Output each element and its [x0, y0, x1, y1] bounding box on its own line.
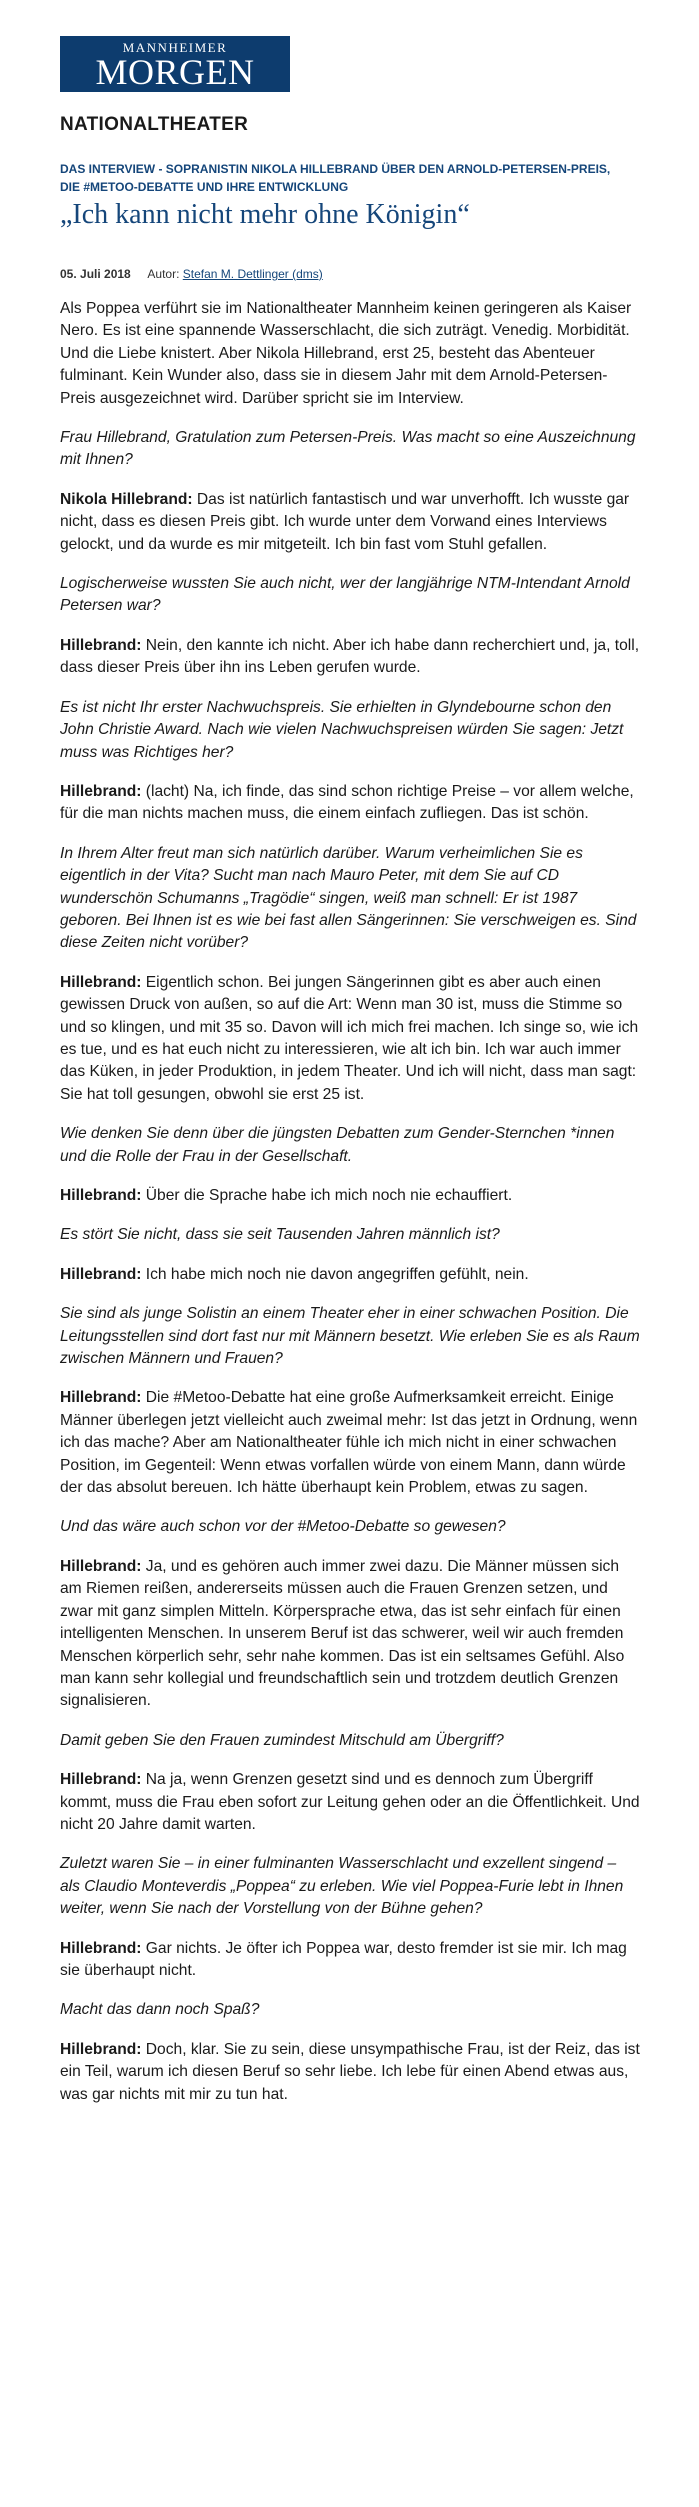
answer-text: Gar nichts. Je öfter ich Poppea war, desto fremder ist sie mir. Ich mag sie überhaupt nicht. — [60, 1939, 627, 1979]
interview-question: Logischerweise wussten Sie auch nicht, wer der langjährige NTM-Intendant Arnold Petersen war? — [60, 575, 630, 615]
interview-question: Zuletzt waren Sie – in einer fulminanten Wasserschlacht und exzellent singend – als Claudio Monteverdis „Poppea“ zu erleben. Wie viel Poppea-Furie lebt in Ihnen weiter, wenn Sie nach der Vorstellung von der Bühne gehen? — [60, 1855, 624, 1918]
author-link[interactable]: Stefan M. Dettlinger (dms) — [182, 267, 323, 281]
brand-logo[interactable] — [60, 36, 290, 92]
answer-speaker: Hillebrand: — [60, 636, 142, 654]
answer-text: Die #Metoo-Debatte hat eine große Aufmerksamkeit erreicht. Einige Männer überlegen jetzt vielleicht auch zweimal mehr: Ist das jetzt in Ordnung, wenn ich das mache? Aber am Nationaltheater fühle ich mich nicht in einer schwachen Position, im Gegenteil: Wenn etwas vorfallen würde von einem Mann, dann würde der das absolut bereuen. Ich hätte überhaupt kein Problem, etwas zu sagen. — [60, 1389, 638, 1497]
answer-text: Doch, klar. Sie zu sein, diese unsympathische Frau, ist der Reiz, das ist ein Teil, warum ich diesen Beruf so sehr liebe. Ich lebe für einen Abend etwas aus, was gar nichts mit mir zu tun hat. — [60, 2040, 640, 2103]
answer-speaker: Hillebrand: — [60, 1187, 142, 1204]
answer-speaker: Hillebrand: — [60, 782, 142, 800]
answer-speaker: Hillebrand: — [60, 1557, 142, 1575]
interview-question: Damit geben Sie den Frauen zumindest Mitschuld am Übergriff? — [60, 1731, 504, 1749]
brand-logo-main: MORGEN — [95, 52, 255, 92]
interview-answer — [60, 2039, 640, 2106]
interview-answer — [60, 1556, 640, 1713]
section-title: NATIONALTHEATER — [60, 114, 249, 135]
interview-answer — [60, 781, 640, 826]
answer-text: Ich habe mich noch nie davon angegriffen gefühlt, nein. — [141, 1265, 529, 1283]
interview-answer — [60, 972, 640, 1106]
answer-speaker: Hillebrand: — [60, 1265, 142, 1283]
answer-speaker: Hillebrand: — [60, 2040, 142, 2058]
interview-answer — [60, 1264, 640, 1286]
brand-logo-top: MANNHEIMER — [122, 40, 228, 55]
interview-answer — [60, 1938, 640, 1983]
answer-speaker: Hillebrand: — [60, 1389, 142, 1407]
interview-answer — [60, 1769, 640, 1836]
article-body — [60, 298, 640, 2123]
article-date: 05. Juli 2018 — [60, 267, 131, 281]
article-meta — [60, 267, 323, 281]
interview-question: Und das wäre auch schon vor der #Metoo-Debatte so gewesen? — [60, 1518, 506, 1536]
answer-text: Eigentlich schon. Bei jungen Sängerinnen gibt es aber auch einen gewissen Druck von außen, so auf die Art: Wenn man 30 ist, muss die Stimme so und so klingen, und mit 35 so. Davon will ich mich frei machen. Ich singe so, wie ich es tue, und es hat euch nicht zu interessieren, wie alt ich bin. Ich war auch immer das Küken, in jeder Produktion, in jedem Theater. Und ich will nicht, dass man sagt: Sie hat toll gesungen, obwohl sie erst 25 ist. — [60, 973, 639, 1103]
answer-text: Das ist natürlich fantastisch und war unverhofft. Ich wusste gar nicht, dass es diesen Preis gibt. Ich wurde unter dem Vorwand eines Interviews gelockt, und da wurde es mir mitgeteilt. Ich bin fast vom Stuhl gefallen. — [60, 490, 630, 553]
answer-text: Na ja, wenn Grenzen gesetzt sind und es dennoch zum Übergriff kommt, muss die Frau eben sofort zur Leitung gehen oder an die Öffentlichkeit. Und nicht 20 Jahre damit warten. — [60, 1771, 640, 1833]
answer-text: Über die Sprache habe ich mich noch nie echauffiert. — [141, 1187, 513, 1204]
article-headline: „Ich kann nicht mehr ohne Königin“ — [60, 199, 470, 230]
interview-answer — [60, 1185, 640, 1207]
author-label: Autor: — [147, 267, 180, 281]
answer-text: Nein, den kannte ich nicht. Aber ich habe dann recherchiert und, ja, toll, dass dieser Preis über ihn ins Leben gerufen wurde. — [60, 636, 640, 677]
interview-question: In Ihrem Alter freut man sich natürlich darüber. Warum verheimlichen Sie es eigentlich in der Vita? Sucht man nach Mauro Peter, mit dem Sie auf CD wunderschön Schumanns „Tragödie“ singen, weiß man schnell: Er ist 1987 geboren. Bei Ihnen ist es wie bei fast allen Sängerinnen: Sie verschweigen es. Sind diese Zeiten nicht vorüber? — [60, 844, 637, 952]
article-kicker: DAS INTERVIEW - SOPRANISTIN NIKOLA HILLEBRAND ÜBER DEN ARNOLD-PETERSEN-PREIS, DIE #METOO-DEBATTE UND IHRE ENTWICKLUNG — [60, 162, 611, 194]
interview-question: Es ist nicht Ihr erster Nachwuchspreis. Sie erhielten in Glyndebourne schon den John Christie Award. Nach wie vielen Nachwuchspreisen würden Sie sagen: Jetzt muss was Richtiges her? — [60, 698, 624, 761]
interview-question: Wie denken Sie denn über die jüngsten Debatten zum Gender-Sternchen *innen und die Rolle der Frau in der Gesellschaft. — [60, 1125, 615, 1165]
interview-question: Macht das dann noch Spaß? — [60, 2001, 260, 2019]
interview-answer — [60, 489, 640, 556]
answer-speaker: Hillebrand: — [60, 973, 142, 991]
interview-question: Sie sind als junge Solistin an einem Theater eher in einer schwachen Position. Die Leitungsstellen sind dort fast nur mit Männern besetzt. Wie erleben Sie es als Raum zwischen Männern und Frauen? — [60, 1305, 640, 1368]
answer-speaker: Hillebrand: — [60, 1771, 142, 1789]
answer-speaker: Hillebrand: — [60, 1939, 142, 1957]
answer-text: (lacht) Na, ich finde, das sind schon richtige Preise – vor allem welche, für die man nichts machen muss, die einem einfach zufliegen. Das ist schön. — [60, 782, 634, 823]
answer-text: Ja, und es gehören auch immer zwei dazu. Die Männer müssen sich am Riemen reißen, andererseits müssen auch die Frauen Grenzen setzen, und zwar mit ganz simplen Mitteln. Körpersprache etwa, das ist sehr einfach für einen intelligenten Menschen. In unserem Beruf ist das schwerer, weil wir auch fremden Menschen körperlich sehr, sehr nahe kommen. Das ist ein seltsames Gefühl. Also man kann sehr kollegial und freundschaftlich sein und trotzdem deutlich Grenzen signalisieren. — [60, 1557, 625, 1710]
interview-answer — [60, 1387, 640, 1499]
article-intro: Als Poppea verführt sie im Nationaltheater Mannheim keinen geringeren als Kaiser Nero. Es ist eine spannende Wasserschlacht, die sich zuträgt. Venedig. Morbidität. Und die Liebe knistert. Aber Nikola Hillebrand, erst 25, besteht das Abenteuer fulminant. Kein Wunder also, dass sie in diesem Jahr mit dem Arnold-Petersen-Preis ausgezeichnet wird. Darüber spricht sie im Interview. — [60, 300, 632, 407]
interview-question: Frau Hillebrand, Gratulation zum Petersen-Preis. Was macht so eine Auszeichnung mit Ihnen? — [60, 429, 636, 469]
answer-speaker: Nikola Hillebrand: — [60, 490, 193, 508]
interview-question: Es stört Sie nicht, dass sie seit Tausenden Jahren männlich ist? — [60, 1226, 500, 1244]
interview-answer — [60, 635, 640, 680]
